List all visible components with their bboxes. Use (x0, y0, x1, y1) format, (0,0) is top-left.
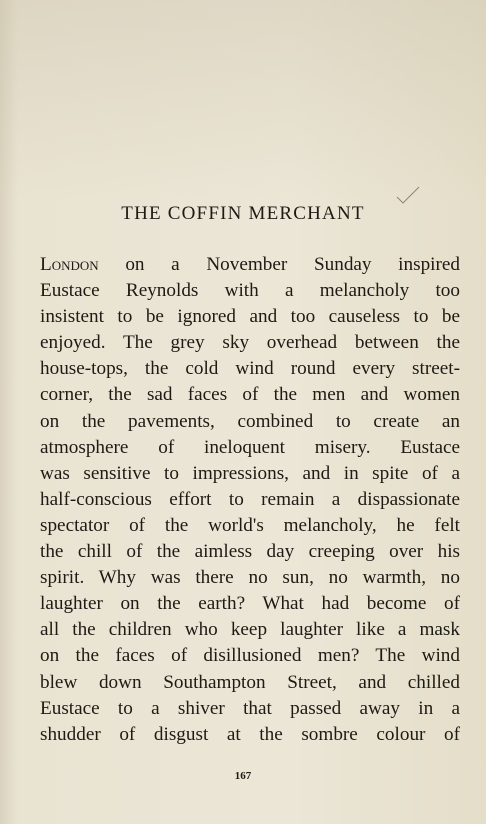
text-line: spectator of the world's melancholy, he felt (40, 514, 460, 536)
text-line: insistent to be ignored and too causeless to be (40, 306, 460, 328)
text-line: laughter on the earth? What had become of (40, 593, 460, 615)
text-line: the chill of the aimless day creeping over his (40, 541, 460, 563)
text-line: all the children who keep laughter like a mask (40, 619, 460, 641)
text-line: was sensitive to impressions, and in spite of a (40, 462, 460, 484)
chapter-title: THE COFFIN MERCHANT (121, 203, 365, 224)
show-through-shadow (0, 0, 486, 200)
text-line: on the pavements, combined to create an (40, 410, 460, 432)
text-line: shudder of disgust at the sombre colour of (40, 723, 460, 745)
text-line: on the faces of disillusioned men? The wind (40, 645, 460, 667)
text-line: Eustace to a shiver that passed away in a (40, 697, 460, 719)
text-line: atmosphere of ineloquent misery. Eustace (40, 436, 460, 458)
drop-word: London (40, 254, 99, 275)
text-line: enjoyed. The grey sky overhead between the (40, 332, 460, 354)
text-line: half-conscious effort to remain a dispassionate (40, 488, 460, 510)
text-line: spirit. Why was there no sun, no warmth, no (40, 567, 460, 589)
text-line: Eustace Reynolds with a melancholy too (40, 280, 460, 302)
text-line: blew down Southampton Street, and chilled (40, 671, 460, 693)
text-line: London on a November Sunday inspired (40, 254, 460, 275)
text-line: corner, the sad faces of the men and women (40, 384, 460, 406)
page-number: 167 (234, 770, 252, 782)
body-paragraph (40, 252, 460, 748)
text-line: house-tops, the cold wind round every street- (40, 358, 460, 380)
